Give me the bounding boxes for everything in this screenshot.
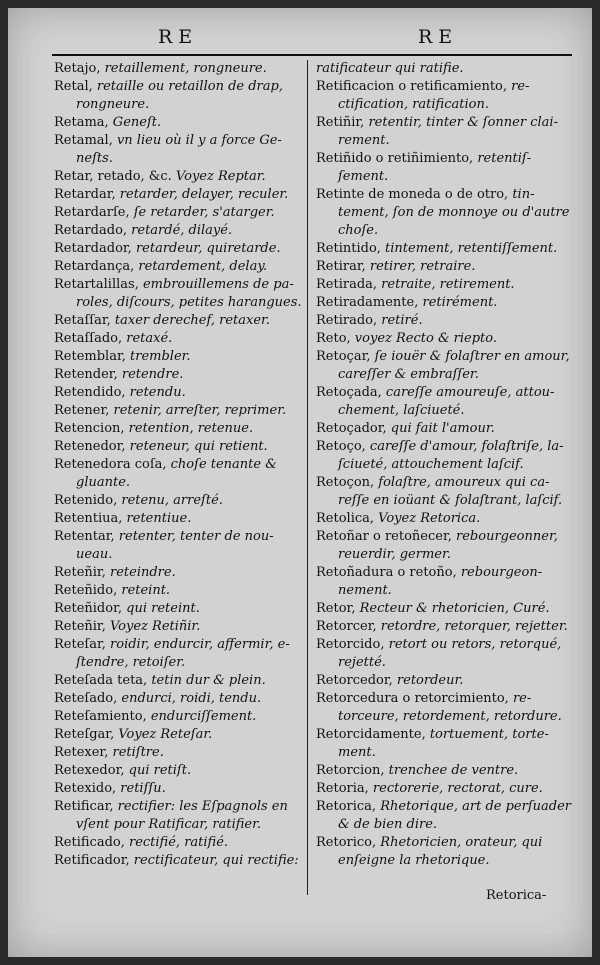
definition: retaille ou retaillon de drap, (92, 79, 283, 94)
definition: retirer, retraire. (365, 259, 476, 274)
definition: reteindre. (105, 565, 176, 580)
definition: vn lieu où il y a force Ge- (112, 133, 282, 148)
dictionary-entry (316, 762, 572, 780)
dictionary-entry (54, 780, 302, 798)
definition: retendu. (125, 385, 186, 400)
definition: rebourgeonner, (451, 529, 558, 544)
dictionary-entry (54, 204, 302, 222)
definition-continuation: ſtendre, retoiſer. (76, 655, 186, 670)
dictionary-entry (316, 600, 572, 618)
definition: Recteur & rhetoricien, Curé. (355, 601, 550, 616)
headword: Retoço, (316, 439, 366, 454)
headword: Retiradamente, (316, 295, 419, 310)
dictionary-entry (54, 132, 302, 168)
definition: careſſe amoureuſe, attou- (381, 385, 555, 400)
dictionary-entry (316, 672, 572, 690)
headword: Retardarſe, (54, 205, 130, 220)
dictionary-entry (54, 114, 302, 132)
headword: Retirada, (316, 277, 378, 292)
dictionary-entry (54, 636, 302, 672)
definition-continuation: tement, ſon de monnoye ou d'autre choſe. (338, 205, 570, 238)
definition: retarder, delayer, reculer. (115, 187, 289, 202)
dictionary-entry (316, 294, 572, 312)
left-column (54, 60, 302, 870)
definition: retendre. (117, 367, 184, 382)
dictionary-entry (316, 150, 572, 186)
definition: embrouillemens de pa- (138, 277, 294, 292)
headword: Reteſar, (54, 637, 106, 652)
definition-continuation: neſts. (76, 151, 113, 166)
definition: taxer derechef, retaxer. (110, 313, 270, 328)
dictionary-entry (54, 330, 302, 348)
headword: Retificado, (54, 835, 125, 850)
headword: Retorico, (316, 835, 377, 850)
definition: careſſe d'amour, folaſtriſe, la- (365, 439, 564, 454)
definition: tin- (508, 187, 535, 202)
headword: Retartalillas, (54, 277, 139, 292)
dictionary-entry (54, 78, 302, 114)
dictionary-entry (316, 114, 572, 150)
definition: retentiue. (122, 511, 192, 526)
dictionary-entry (54, 852, 302, 870)
definition: retention, retenue. (124, 421, 254, 436)
definition: retardement, delay. (134, 259, 268, 274)
definition: rectifié, ratifié. (124, 835, 229, 850)
dictionary-page (8, 8, 592, 957)
definition: retentiſ- (473, 151, 532, 166)
dictionary-entry (54, 168, 302, 186)
headword: Retenido, (54, 493, 118, 508)
headword: Retemblar, (54, 349, 126, 364)
headword: Retardar, (54, 187, 116, 202)
dictionary-entry (54, 726, 302, 744)
dictionary-entry (316, 60, 572, 78)
definition-continuation: careſſer & embraſſer. (338, 367, 479, 382)
dictionary-entry (54, 402, 302, 420)
definition: Voyez Retorica. (374, 511, 481, 526)
headword: Reteſada teta, (54, 673, 148, 688)
definition: retirément. (418, 295, 498, 310)
headword: Retencion, (54, 421, 125, 436)
definition: Rhetoricien, orateur, qui (376, 835, 543, 850)
headword: Retiñido o retiñimiento, (316, 151, 474, 166)
definition-continuation: reuerdir, germer. (338, 547, 451, 562)
definition-continuation: enſeigne la rhetorique. (338, 853, 490, 868)
definition: retordre, retorquer, rejetter. (376, 619, 568, 634)
definition: Voyez Retiñir. (105, 619, 201, 634)
dictionary-entry (54, 420, 302, 438)
dictionary-entry (54, 672, 302, 690)
headword: Retoçar, (316, 349, 371, 364)
definition: qui retiſt. (124, 763, 192, 778)
definition-continuation: ſement. (338, 169, 389, 184)
definition: qui reteint. (122, 601, 200, 616)
dictionary-entry (316, 780, 572, 798)
definition: rectifier: les Eſpagnols en (113, 799, 288, 814)
definition: retaillement, rongneure. (100, 61, 267, 76)
definition: choſe tenante & (166, 457, 277, 472)
headword: Retal, (54, 79, 93, 94)
definition-continuation: ctification, ratification. (338, 97, 489, 112)
dictionary-entry (316, 636, 572, 672)
definition: retenir, arreſter, reprimer. (109, 403, 287, 418)
definition: Voyez Reteſar. (114, 727, 213, 742)
dictionary-entry (54, 618, 302, 636)
definition: tortuement, torte- (425, 727, 549, 742)
headword: Retaſſado, (54, 331, 123, 346)
dictionary-entry (54, 798, 302, 834)
headword: Retintido, (316, 241, 381, 256)
dictionary-entry (316, 618, 572, 636)
headword: Retirar, (316, 259, 366, 274)
running-head-right: RE (418, 26, 459, 48)
headword: Reteñir, (54, 619, 106, 634)
dictionary-entry (54, 348, 302, 366)
headword: Retificacion o retificamiento, (316, 79, 508, 94)
headword: Retamal, (54, 133, 113, 148)
dictionary-entry (54, 312, 302, 330)
dictionary-entry (54, 222, 302, 240)
definition: retardeur, quiretarde. (131, 241, 281, 256)
headword: Reteſado, (54, 691, 118, 706)
dictionary-entry (316, 384, 572, 420)
right-column (316, 60, 572, 870)
headword: Retentar, (54, 529, 115, 544)
dictionary-entry (316, 510, 572, 528)
headword: Retorcion, (316, 763, 385, 778)
dictionary-entry (316, 240, 572, 258)
headword: Retaſſar, (54, 313, 111, 328)
headword: Retificar, (54, 799, 114, 814)
headword: Retorcedura o retorcimiento, (316, 691, 509, 706)
definition: re- (508, 691, 532, 706)
dictionary-entry (54, 582, 302, 600)
headword: Retiñir, (316, 115, 365, 130)
definition: tetin dur & plein. (147, 673, 266, 688)
definition-continuation: ueau. (76, 547, 113, 562)
definition: retiré. (377, 313, 423, 328)
definition: Voyez Reptar. (171, 169, 266, 184)
dictionary-entry (316, 438, 572, 474)
definition-continuation: rement. (338, 133, 390, 148)
definition: ſe iouër & folaſtrer en amour, (370, 349, 570, 364)
definition: roidir, endurcir, affermir, e- (105, 637, 290, 652)
headword: Retama, (54, 115, 109, 130)
dictionary-entry (316, 834, 572, 870)
column-divider (307, 60, 308, 895)
definition: tintement, retentiſſement. (380, 241, 558, 256)
dictionary-entry (54, 258, 302, 276)
dictionary-entry (316, 258, 572, 276)
definition-continuation: torceure, retordement, retordure. (338, 709, 562, 724)
headword: Retor, (316, 601, 356, 616)
definition: retentir, tinter & ſonner clai- (364, 115, 558, 130)
headword: Retentiua, (54, 511, 123, 526)
definition: retiſtre. (108, 745, 164, 760)
dictionary-entry (54, 600, 302, 618)
headword: Retoria, (316, 781, 369, 796)
headword: Retardança, (54, 259, 135, 274)
headword: Reteſgar, (54, 727, 115, 742)
dictionary-entry (316, 564, 572, 600)
headword: Reteſamiento, (54, 709, 147, 724)
definition: trembler. (125, 349, 191, 364)
dictionary-entry (54, 762, 302, 780)
dictionary-entry (54, 708, 302, 726)
headword: Retinte de moneda o de otro, (316, 187, 509, 202)
definition-continuation: & de bien dire. (338, 817, 438, 832)
dictionary-entry (316, 798, 572, 834)
definition: retordeur. (392, 673, 464, 688)
dictionary-entry (316, 474, 572, 510)
definition: retaxé. (122, 331, 173, 346)
definition: Geneſt. (108, 115, 162, 130)
headword: Retener, (54, 403, 110, 418)
definition: retort ou retors, retorqué, (384, 637, 562, 652)
definition-continuation: rongneure. (76, 97, 150, 112)
definition-continuation: roles, diſcours, petites harangues. (76, 295, 302, 310)
dictionary-entry (54, 492, 302, 510)
headword: Retoçada, (316, 385, 382, 400)
catchword: Retorica- (486, 888, 547, 903)
definition: voyez Recto & riepto. (350, 331, 497, 346)
dictionary-entry (316, 276, 572, 294)
dictionary-entry (54, 240, 302, 258)
dictionary-entry (54, 384, 302, 402)
headword: Retorcedor, (316, 673, 393, 688)
definition: Rhetorique, art de perſuader (376, 799, 572, 814)
definition: trenchee de ventre. (384, 763, 519, 778)
definition: qui fait l'amour. (386, 421, 495, 436)
dictionary-entry (54, 564, 302, 582)
definition: retardé, dilayé. (127, 223, 233, 238)
definition: rectificateur, qui rectifie: (129, 853, 299, 868)
definition: retiſſu. (116, 781, 166, 796)
headword: Retexer, (54, 745, 109, 760)
definition: rectorerie, rectorat, cure. (368, 781, 543, 796)
dictionary-entry (54, 186, 302, 204)
headword: Retorcido, (316, 637, 385, 652)
headword: Retardador, (54, 241, 132, 256)
definition: endurci, roidi, tendu. (117, 691, 262, 706)
header-rule (52, 54, 572, 56)
headword: Retar, retado, &c. (54, 169, 172, 184)
dictionary-entry (316, 726, 572, 762)
dictionary-entry (54, 438, 302, 456)
dictionary-entry (54, 744, 302, 762)
definition: folaſtre, amoureux qui ca- (374, 475, 550, 490)
headword: Retorcer, (316, 619, 377, 634)
headword: Retificador, (54, 853, 130, 868)
definition-continuation: nement. (338, 583, 392, 598)
headword: Reteñidor, (54, 601, 122, 616)
definition: rebourgeon- (456, 565, 543, 580)
headword: Retenedora coſa, (54, 457, 167, 472)
definition-continuation: ment. (338, 745, 376, 760)
definition-continuation: chement, laſciueté. (338, 403, 465, 418)
headword: Retoñadura o retoño, (316, 565, 457, 580)
definition: reteneur, qui retient. (125, 439, 268, 454)
dictionary-entry (54, 690, 302, 708)
dictionary-entry (54, 60, 302, 78)
headword: Retolica, (316, 511, 375, 526)
dictionary-entry (316, 690, 572, 726)
dictionary-entry (316, 528, 572, 564)
dictionary-entry (316, 348, 572, 384)
definition: retenter, tenter de nou- (114, 529, 274, 544)
headword: Reto, (316, 331, 351, 346)
definition: ſe retarder, s'atarger. (129, 205, 275, 220)
definition-continuation: gluante. (76, 475, 131, 490)
headword: Retender, (54, 367, 118, 382)
definition-continuation: vſent pour Ratificar, ratifier. (76, 817, 262, 832)
dictionary-entry (54, 276, 302, 312)
dictionary-entry (316, 186, 572, 240)
definition: re- (507, 79, 530, 94)
headword: Retorcidamente, (316, 727, 426, 742)
definition: ratificateur qui ratifie. (316, 61, 464, 76)
headword: Retexido, (54, 781, 117, 796)
dictionary-entry (316, 330, 572, 348)
running-head-left: RE (158, 26, 199, 48)
definition: reteint. (117, 583, 171, 598)
headword: Reteñir, (54, 565, 106, 580)
dictionary-entry (54, 366, 302, 384)
dictionary-entry (316, 78, 572, 114)
dictionary-entry (54, 510, 302, 528)
dictionary-entry (316, 312, 572, 330)
definition-continuation: ſciueté, attouchement laſcif. (338, 457, 524, 472)
headword: Retoçador, (316, 421, 387, 436)
dictionary-entry (54, 528, 302, 564)
headword: Retorica, (316, 799, 377, 814)
definition-continuation: reſſe en ioüant & folaſtrant, laſcif. (338, 493, 563, 508)
headword: Retajo, (54, 61, 101, 76)
headword: Retenedor, (54, 439, 126, 454)
dictionary-entry (54, 456, 302, 492)
headword: Retendido, (54, 385, 126, 400)
headword: Retardado, (54, 223, 128, 238)
headword: Reteñido, (54, 583, 118, 598)
dictionary-entry (316, 420, 572, 438)
definition: endurciſſement. (146, 709, 257, 724)
headword: Retirado, (316, 313, 378, 328)
definition: retraite, retirement. (377, 277, 515, 292)
dictionary-entry (54, 834, 302, 852)
headword: Retoçon, (316, 475, 375, 490)
definition: retenu, arreſté. (117, 493, 223, 508)
headword: Retoñar o retoñecer, (316, 529, 452, 544)
headword: Retexedor, (54, 763, 125, 778)
definition-continuation: rejetté. (338, 655, 386, 670)
